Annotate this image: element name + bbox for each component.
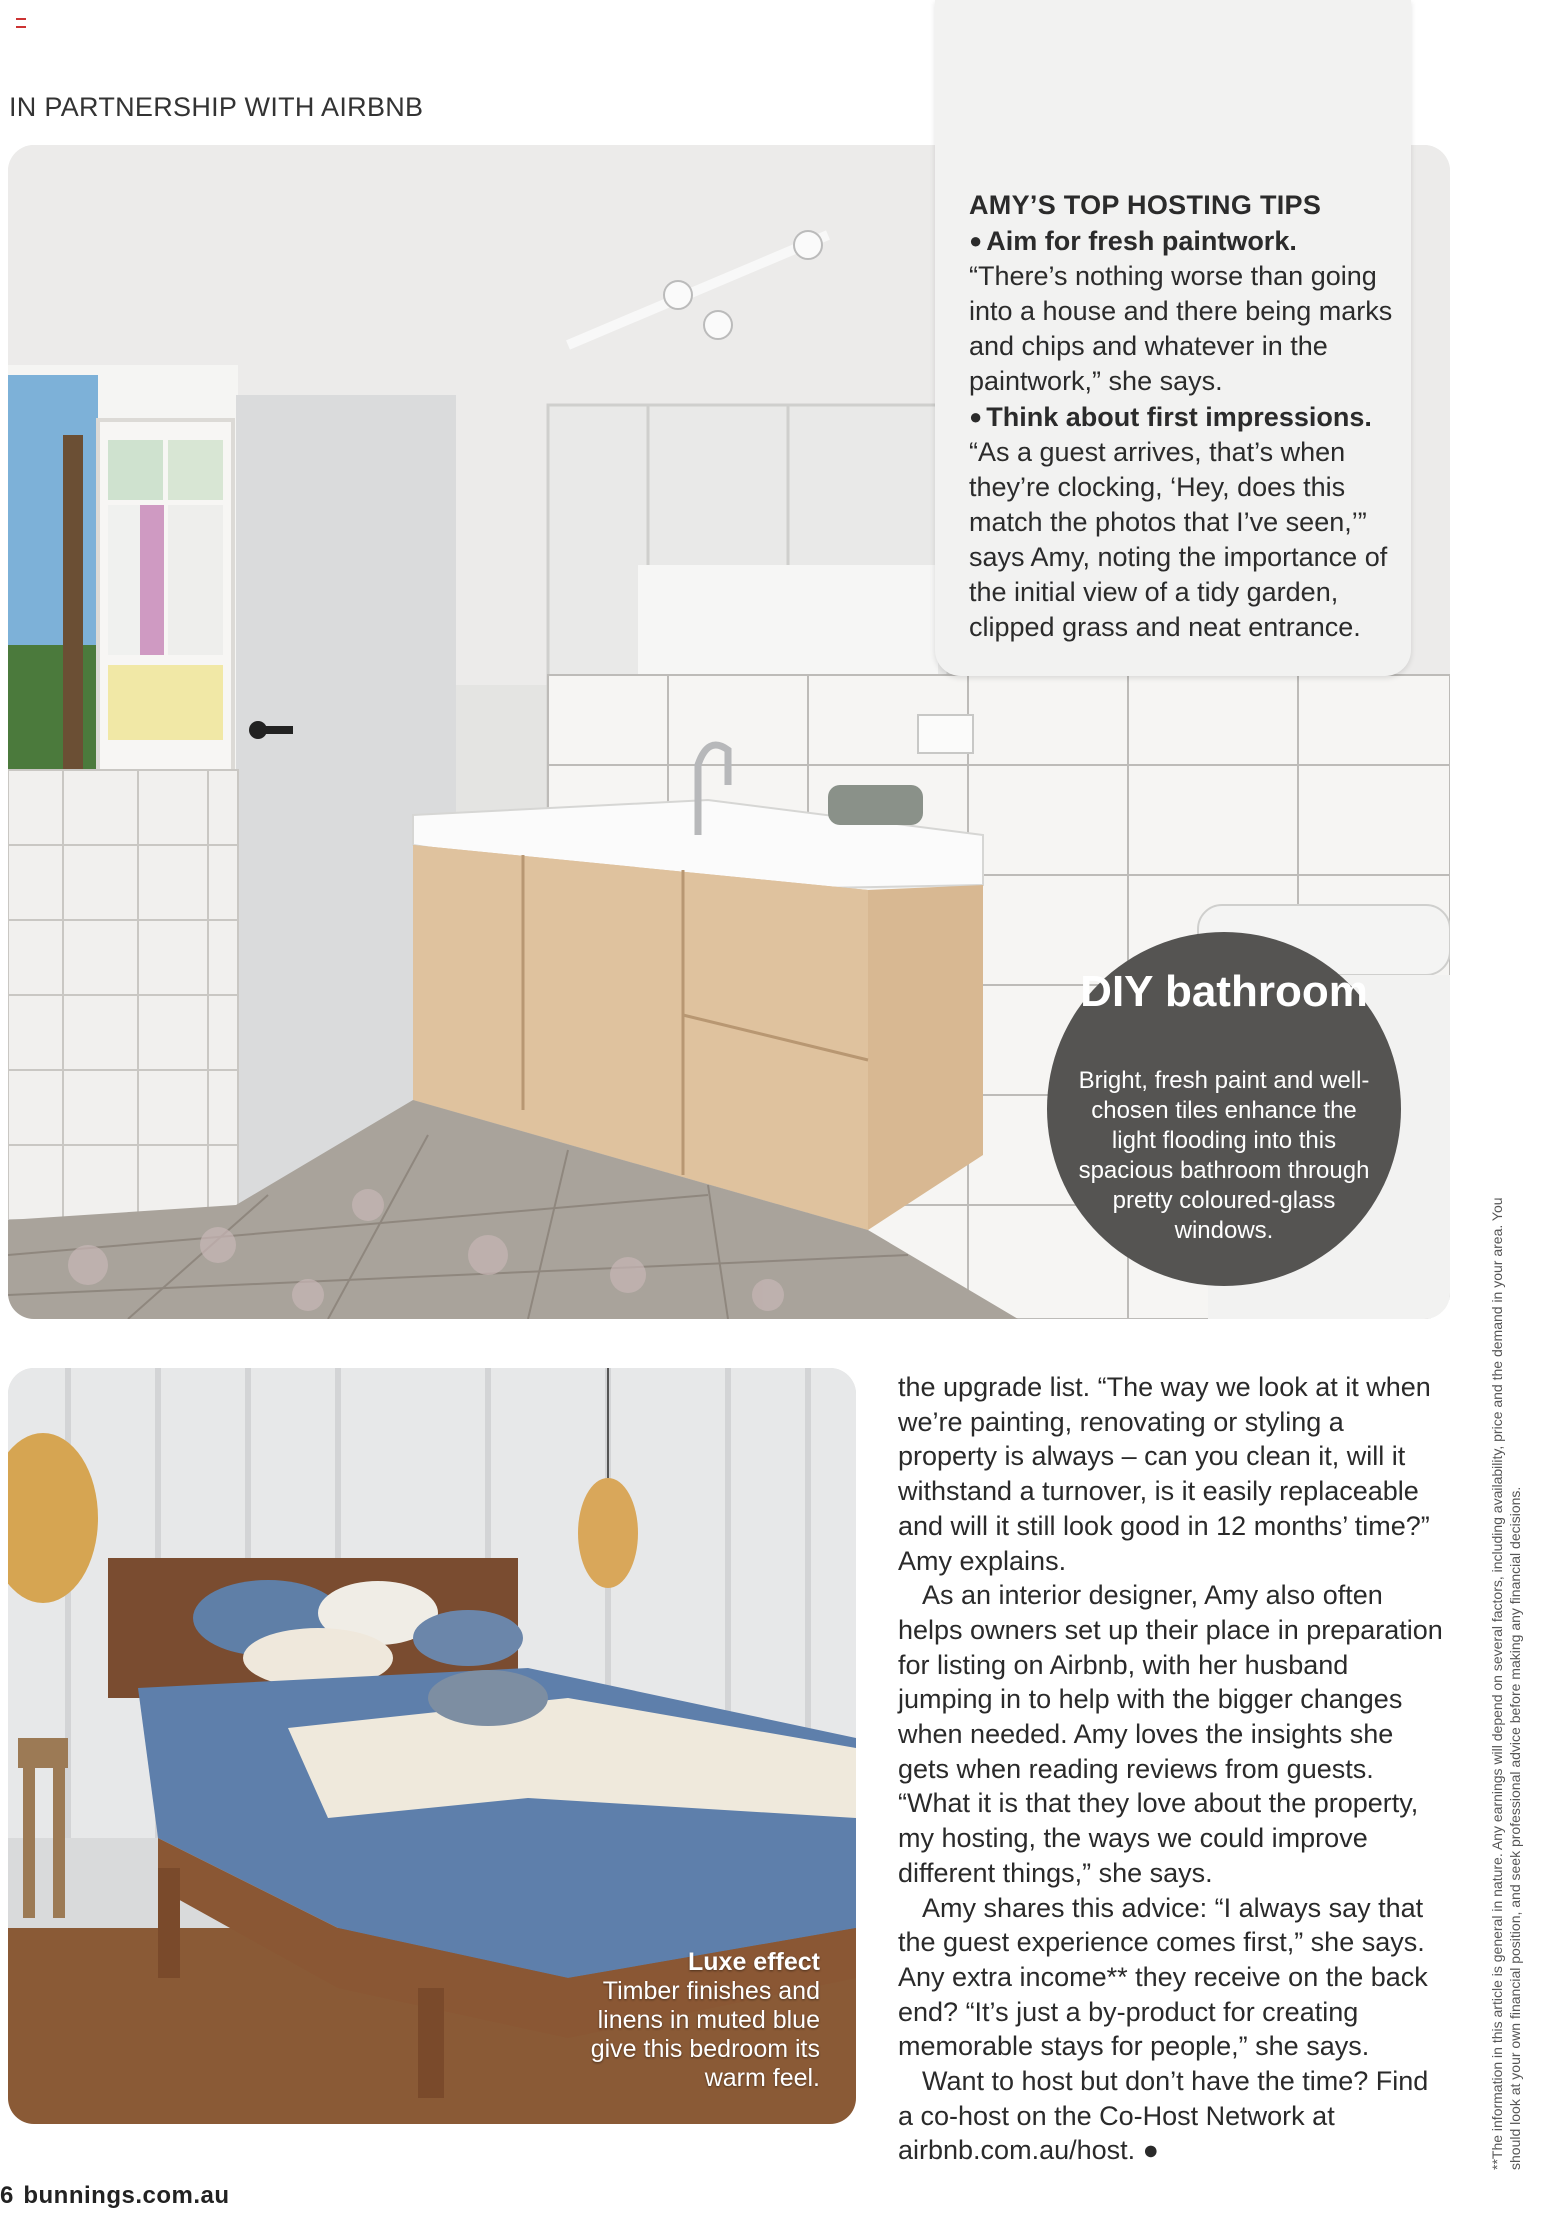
tip-item xyxy=(969,223,1409,399)
article-paragraph: Amy shares this advice: “I always say that the guest experience comes first,” she says. Any extra income** they receive on the back end? “It’s just a by-product for creating memorable stays for people,” she says. xyxy=(898,1892,1428,2062)
page-footer xyxy=(0,2182,230,2210)
corner-mark xyxy=(16,18,26,28)
article-paragraph: Want to host but don’t have the time? Find a co-host on the Co-Host Network at airbnb.com.au/host. ● xyxy=(898,2066,1429,2166)
article-body xyxy=(898,1370,1448,2168)
earnings-disclaimer: **The information in this article is general in nature. Any earnings will depend on several factors, including availability, price and the demand in your area. You should look at your own financial position, and seek professional advice before making any financial decisions. xyxy=(1489,1197,1523,2170)
tip-heading: Think about first impressions. xyxy=(986,402,1372,432)
hosting-tips-box xyxy=(935,0,1411,676)
bullet-icon: ● xyxy=(969,404,983,429)
diy-bathroom-badge xyxy=(1047,932,1401,1286)
diy-title: DIY bathroom xyxy=(1080,967,1368,1016)
tip-item xyxy=(969,399,1409,645)
caption-title: Luxe effect xyxy=(688,1948,820,1976)
site-link[interactable]: bunnings.com.au xyxy=(23,2182,230,2209)
bedroom-caption xyxy=(560,1948,820,2093)
caption-body: Timber finishes and linens in muted blue give this bedroom its warm feel. xyxy=(590,1977,820,2092)
partnership-label: IN PARTNERSHIP WITH AIRBNB xyxy=(9,92,424,122)
article-paragraph: the upgrade list. “The way we look at it when we’re painting, renovating or styling a property is always – can you clean it, will it withstand a turnover, is it easily replaceable and will it still look good in 12 months’ time?” Amy explains. xyxy=(898,1372,1431,1576)
tip-heading: Aim for fresh paintwork. xyxy=(986,226,1297,256)
bullet-icon: ● xyxy=(969,228,983,253)
tips-title: AMY’S TOP HOSTING TIPS xyxy=(969,190,1322,220)
article-paragraph: As an interior designer, Amy also often helps owners set up their place in preparation for listing on Airbnb, with her husband jumping in to help with the bigger changes when needed. Amy loves the insights she gets when reading reviews from guests. “What it is that they love about the property, my hosting, the ways we could improve different things,” she says. xyxy=(898,1580,1443,1888)
page-number: 6 xyxy=(0,2182,14,2209)
tip-body: “As a guest arrives, that’s when they’re clocking, ‘Hey, does this match the photos that I’ve seen,’” says Amy, noting the importance of the initial view of a tidy garden, clipped grass and neat entrance. xyxy=(969,437,1388,642)
tip-body: “There’s nothing worse than going into a house and there being marks and chips and whatever in the paintwork,” she says. xyxy=(969,261,1393,396)
diy-body: Bright, fresh paint and well-chosen tiles enhance the light flooding into this spacious bathroom through pretty coloured-glass windows. xyxy=(1078,1067,1370,1244)
